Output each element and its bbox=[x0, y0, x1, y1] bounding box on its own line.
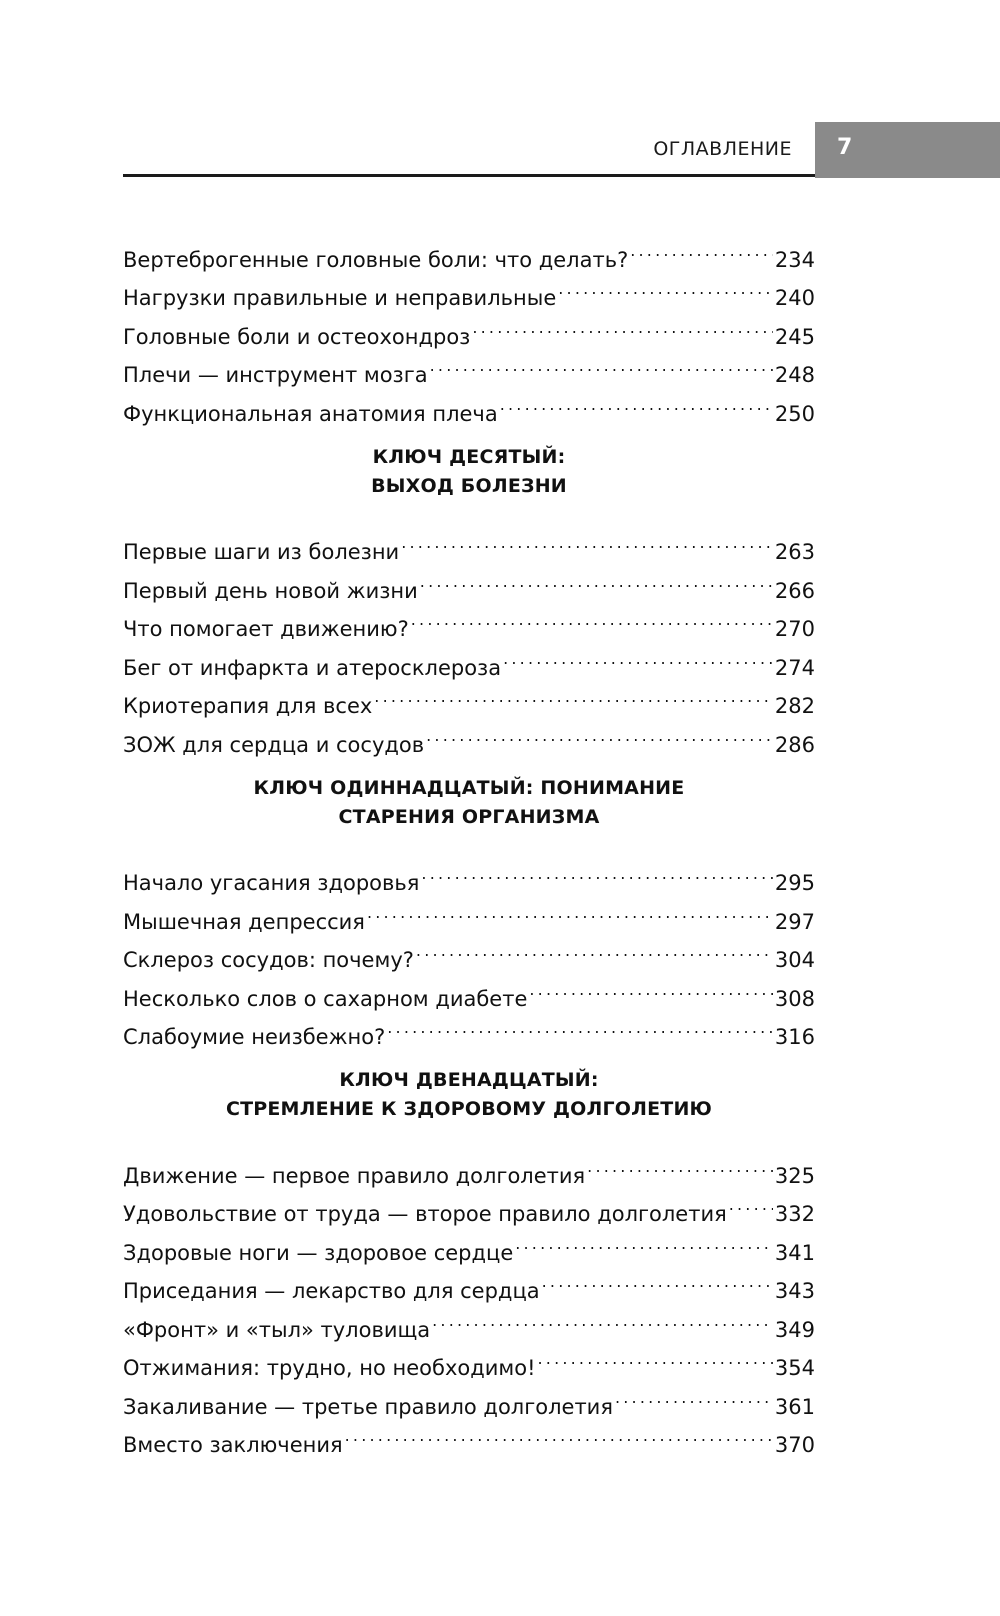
section-heading-line: КЛЮЧ ДЕСЯТЫЙ: bbox=[372, 445, 566, 468]
dot-leader bbox=[630, 228, 773, 267]
dot-leader bbox=[729, 1183, 773, 1222]
toc-entry-page: 332 bbox=[774, 1202, 815, 1226]
running-header-title: ОГЛАВЛЕНИЕ bbox=[653, 138, 792, 160]
header-rule bbox=[123, 174, 815, 177]
toc-entry-title: Вместо заключения bbox=[123, 1433, 343, 1457]
dot-leader bbox=[503, 636, 773, 675]
dot-leader bbox=[432, 1298, 773, 1337]
section-heading bbox=[123, 1066, 815, 1124]
toc-entry-page: 361 bbox=[774, 1394, 815, 1419]
toc-entry-page: 286 bbox=[774, 732, 815, 757]
toc-entry-title: Несколько слов о сахарном диабете bbox=[123, 986, 528, 1011]
toc-entry-page: 282 bbox=[774, 694, 815, 718]
section-heading-line: ВЫХОД БОЛЕЗНИ bbox=[371, 474, 567, 497]
toc-entry[interactable] bbox=[123, 228, 815, 272]
toc-entry[interactable] bbox=[123, 852, 815, 895]
toc-entry-title: Вертеброгенные головные боли: что делать? bbox=[123, 247, 629, 272]
toc-entry-title: Движение — первое правило долголетия bbox=[123, 1163, 586, 1188]
toc-entry-page: 316 bbox=[774, 1025, 815, 1049]
toc-section bbox=[123, 443, 815, 757]
dot-leader bbox=[416, 929, 773, 968]
page-number: 7 bbox=[837, 135, 853, 160]
toc-entry-page: 245 bbox=[774, 324, 815, 349]
dot-leader bbox=[558, 267, 773, 306]
dot-leader bbox=[345, 1414, 773, 1453]
toc-section bbox=[123, 228, 815, 426]
toc-entry-title: Первые шаги из болезни bbox=[123, 540, 400, 564]
toc-entry-title: Бег от инфаркта и атеросклероза bbox=[123, 655, 502, 680]
toc-section bbox=[123, 774, 815, 1049]
toc-entry-title: Мышечная депрессия bbox=[123, 909, 365, 934]
dot-leader bbox=[515, 1221, 773, 1260]
toc-entry-page: 304 bbox=[774, 948, 815, 972]
toc-entry-title: Функциональная анатомия плеча bbox=[123, 401, 498, 426]
toc-entry-title: Отжимания: трудно, но необходимо! bbox=[123, 1356, 536, 1380]
toc-entry[interactable] bbox=[123, 1144, 815, 1188]
toc-entry-page: 266 bbox=[774, 578, 815, 603]
toc-entry-page: 250 bbox=[774, 401, 815, 426]
toc-entry-title: Нагрузки правильные и неправильные bbox=[123, 286, 557, 310]
toc-entry-page: 343 bbox=[774, 1279, 815, 1303]
toc-entry-title: Что помогает движению? bbox=[123, 617, 409, 641]
dot-leader bbox=[529, 967, 773, 1006]
dot-leader bbox=[411, 598, 773, 637]
dot-leader bbox=[500, 382, 773, 421]
dot-leader bbox=[426, 713, 773, 752]
toc-entry-title: «Фронт» и «тыл» туловища bbox=[123, 1317, 431, 1342]
toc-entry-page: 248 bbox=[774, 363, 815, 387]
section-heading-line: СТАРЕНИЯ ОРГАНИЗМА bbox=[338, 805, 600, 828]
dot-leader bbox=[542, 1260, 773, 1299]
dot-leader bbox=[387, 1006, 773, 1045]
dot-leader bbox=[401, 521, 773, 560]
section-heading-line: КЛЮЧ ОДИННАДЦАТЫЙ: ПОНИМАНИЕ bbox=[253, 776, 685, 799]
dot-leader bbox=[587, 1144, 773, 1183]
toc-entry-page: 341 bbox=[774, 1240, 815, 1265]
toc-entry-title: Слабоумие неизбежно? bbox=[123, 1025, 386, 1049]
toc-entry-title: Начало угасания здоровья bbox=[123, 871, 420, 895]
section-heading bbox=[123, 774, 815, 832]
toc-entry-title: Первый день новой жизни bbox=[123, 578, 418, 603]
toc-entry-title: Удовольствие от труда — второе правило долголетия bbox=[123, 1202, 727, 1226]
section-heading-line: СТРЕМЛЕНИЕ К ЗДОРОВОМУ ДОЛГОЛЕТИЮ bbox=[225, 1098, 713, 1120]
toc-entry-title: Склероз сосудов: почему? bbox=[123, 948, 414, 972]
toc-entry-title: Закаливание — третье правило долголетия bbox=[123, 1394, 613, 1419]
dot-leader bbox=[472, 305, 773, 344]
toc-entry-page: 308 bbox=[774, 986, 815, 1011]
dot-leader bbox=[374, 675, 773, 714]
toc-entry-page: 325 bbox=[774, 1163, 815, 1188]
dot-leader bbox=[538, 1337, 773, 1376]
toc-section bbox=[123, 1066, 815, 1457]
toc-entry-title: Здоровые ноги — здоровое сердце bbox=[123, 1240, 514, 1265]
toc-entry-page: 270 bbox=[774, 617, 815, 641]
toc-entry-page: 295 bbox=[774, 871, 815, 895]
section-heading bbox=[123, 443, 815, 501]
toc-entry[interactable] bbox=[123, 521, 815, 564]
toc-entry-title: ЗОЖ для сердца и сосудов bbox=[123, 732, 425, 757]
toc-entry-title: Плечи — инструмент мозга bbox=[123, 363, 428, 387]
section-heading-line: КЛЮЧ ДВЕНАДЦАТЫЙ: bbox=[339, 1069, 599, 1091]
toc-entry-title: Приседания — лекарство для сердца bbox=[123, 1279, 540, 1303]
table-of-contents bbox=[123, 228, 815, 1457]
toc-entry-page: 274 bbox=[774, 655, 815, 680]
toc-entry-page: 240 bbox=[774, 286, 815, 310]
toc-entry-page: 349 bbox=[774, 1317, 815, 1342]
dot-leader bbox=[420, 559, 773, 598]
toc-entry-page: 234 bbox=[774, 247, 815, 272]
toc-entry-title: Головные боли и остеохондроз bbox=[123, 324, 471, 349]
toc-entry-title: Криотерапия для всех bbox=[123, 694, 373, 718]
dot-leader bbox=[615, 1375, 773, 1414]
toc-entry-page: 354 bbox=[774, 1356, 815, 1380]
page-number-badge bbox=[815, 122, 1000, 178]
dot-leader bbox=[430, 344, 773, 383]
toc-entry-page: 263 bbox=[774, 540, 815, 564]
toc-entry-page: 297 bbox=[774, 909, 815, 934]
toc-entry-page: 370 bbox=[774, 1433, 815, 1457]
dot-leader bbox=[367, 890, 773, 929]
running-header bbox=[0, 122, 1000, 178]
dot-leader bbox=[421, 852, 772, 891]
